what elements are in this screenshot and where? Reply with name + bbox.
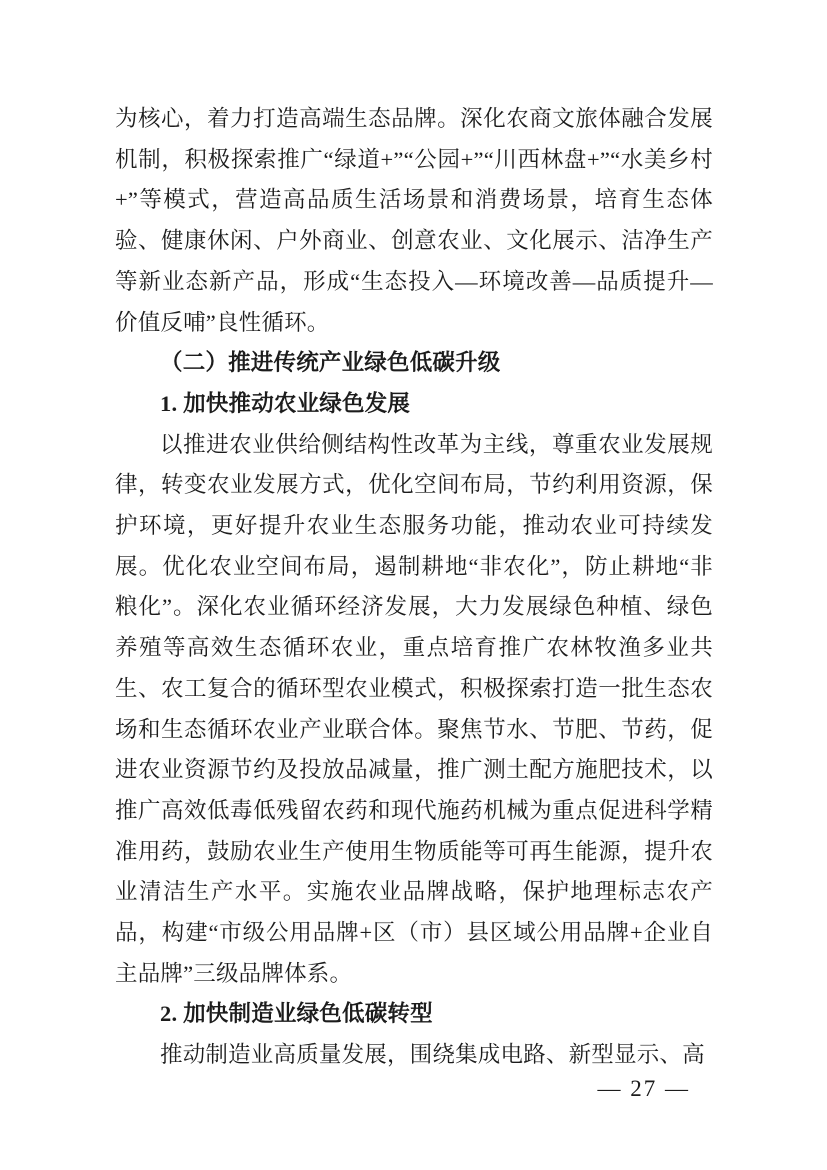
paragraph-continuation: 为核心，着力打造高端生态品牌。深化农商文旅体融合发展机制，积极探索推广“绿道+”“公园+”“川西林盘+”“水美乡村+”等模式，营造高品质生活场景和消费场景，培育生态体验、健康休闲、户外商业、创意农业、文化展示、洁净生产等新业态新产品，形成“生态投入—环境改善—品质提升—价值反哺”良性循环。 bbox=[115, 106, 713, 335]
section-heading-2: （二）推进传统产业绿色低碳升级 bbox=[160, 350, 501, 376]
sub-heading-1: 1. 加快推动农业绿色发展 bbox=[160, 390, 411, 416]
page-number: — 27 — bbox=[597, 1076, 690, 1101]
document-body bbox=[115, 99, 713, 1076]
sub-heading-2: 2. 加快制造业绿色低碳转型 bbox=[160, 1001, 433, 1027]
paragraph-manufacturing: 推动制造业高质量发展，围绕集成电路、新型显示、高 bbox=[160, 1042, 705, 1068]
paragraph-agriculture: 以推进农业供给侧结构性改革为主线，尊重农业发展规律，转变农业发展方式，优化空间布局，节约利用资源，保护环境，更好提升农业生态服务功能，推动农业可持续发展。优化农业空间布局，遏制耕地“非农化”，防止耕地“非粮化”。深化农业循环经济发展，大力发展绿色种植、绿色养殖等高效生态循环农业，重点培育推广农林牧渔多业共生、农工复合的循环型农业模式，积极探索打造一批生态农场和生态循环农业产业联合体。聚焦节水、节肥、节药，促进农业资源节约及投放品减量，推广测土配方施肥技术，以推广高效低毒低残留农药和现代施药机械为重点促进科学精准用药，鼓励农业生产使用生物质能等可再生能源，提升农业清洁生产水平。实施农业品牌战略，保护地理标志农产品，构建“市级公用品牌+区（市）县区域公用品牌+企业自主品牌”三级品牌体系。 bbox=[115, 431, 713, 986]
